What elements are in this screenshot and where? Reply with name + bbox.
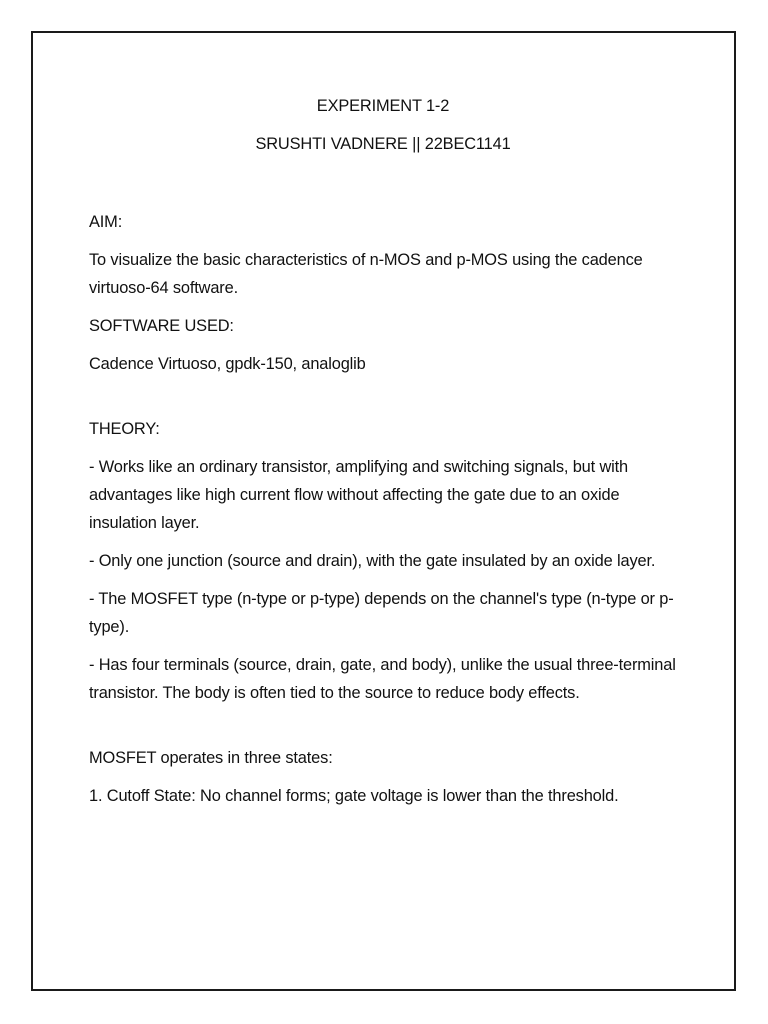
document-subtitle: SRUSHTI VADNERE || 22BEC1141 — [255, 135, 511, 153]
theory-point: - Only one junction (source and drain), with the gate insulated by an oxide layer. — [89, 552, 656, 570]
state-item: 1. Cutoff State: No channel forms; gate voltage is lower than the threshold. — [89, 787, 619, 805]
theory-heading: THEORY: — [89, 420, 160, 438]
theory-point: - Has four terminals (source, drain, gate, and body), unlike the usual three-terminal transistor. The body is often tied to the source to reduce body effects. — [89, 656, 676, 702]
document-title: EXPERIMENT 1-2 — [316, 97, 450, 115]
states-intro: MOSFET operates in three states: — [89, 749, 333, 767]
document-content — [89, 92, 689, 810]
software-text: Cadence Virtuoso, gpdk-150, analoglib — [89, 355, 366, 373]
aim-text: To visualize the basic characteristics of n-MOS and p-MOS using the cadence virtuoso-64 software. — [89, 251, 643, 297]
theory-point: - Works like an ordinary transistor, amplifying and switching signals, but with advantages like high current flow without affecting the gate due to an oxide insulation layer. — [89, 458, 628, 532]
aim-heading: AIM: — [89, 213, 123, 231]
software-heading: SOFTWARE USED: — [89, 317, 234, 335]
theory-point: - The MOSFET type (n-type or p-type) depends on the channel's type (n-type or p-type). — [89, 590, 674, 636]
